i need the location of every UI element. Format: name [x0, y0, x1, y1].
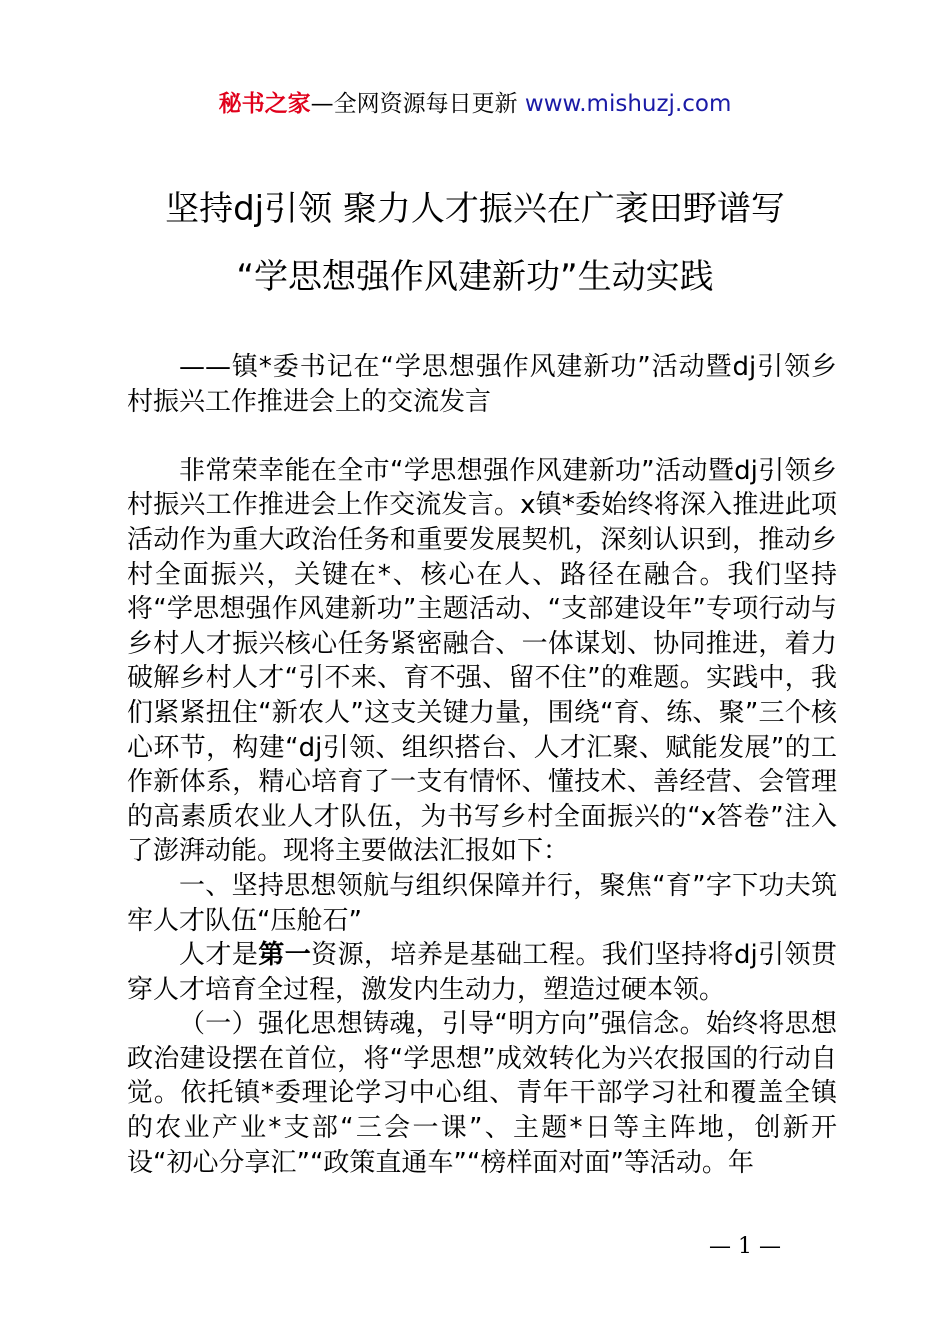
section-1-paragraph: [127, 938, 837, 1007]
page-number: — 1 —: [709, 1234, 781, 1259]
intro-paragraph: 非常荣幸能在全市“学思想强作风建新功”活动暨dj引领乡村振兴工作推进会上作交流发言。x镇*委始终将深入推进此项活动作为重大政治任务和重要发展契机，深刻认识到，推动乡村全面振兴，关键在*、核心在人、路径在融合。我们坚持将“学思想强作风建新功”主题活动、“支部建设年”专项行动与乡村人才振兴核心任务紧密融合、一体谋划、协同推进，着力破解乡村人才“引不来、育不强、留不住”的难题。实践中，我们紧紧扭住“新农人”这支关键力量，围绕“育、练、聚”三个核心环节，构建“dj引领、组织搭台、人才汇聚、赋能发展”的工作新体系，精心培育了一支有情怀、懂技术、善经营、会管理的高素质农业人才队伍，为书写乡村全面振兴的“x答卷”注入了澎湃动能。现将主要做法汇报如下：: [127, 455, 837, 867]
subsection-1-paragraph: （一）强化思想铸魂，引导“明方向”强信念。始终将思想政治建设摆在首位，将“学思想”成效转化为兴农报国的行动自觉。依托镇*委理论学习中心组、青年干部学习社和覆盖全镇的农业产业*支部“三会一课”、主题*日等主阵地，创新开设“初心分享汇”“政策直通车”“榜样面对面”等活动。年: [127, 1009, 837, 1178]
banner-url-link[interactable]: www.mishuzj.com: [524, 91, 732, 117]
banner-slogan: —全网资源每日更新: [310, 91, 525, 117]
section-1-text-after: 资源，培养是基础工程。我们坚持将dj引领贯穿人才培育全过程，激发内生动力，塑造过硬本领。: [127, 940, 837, 1005]
section-1-text-before: 人才是: [179, 940, 259, 971]
document-body: [127, 350, 837, 1180]
section-1-heading: 一、坚持思想领航与组织保障并行，聚焦“育”字下功夫筑牢人才队伍“压舱石”: [127, 870, 837, 936]
section-1-bold-text: 第一: [258, 940, 312, 971]
site-banner: [0, 88, 950, 120]
banner-brand: 秘书之家: [218, 91, 311, 117]
document-title-line-2: “学思想强作风建新功”生动实践: [236, 257, 714, 297]
document-subtitle: ——镇*委书记在“学思想强作风建新功”活动暨dj引领乡村振兴工作推进会上的交流发言: [127, 352, 837, 417]
document-title-line-1: 坚持dj引领 聚力人才振兴在广袤田野谱写: [165, 189, 785, 229]
